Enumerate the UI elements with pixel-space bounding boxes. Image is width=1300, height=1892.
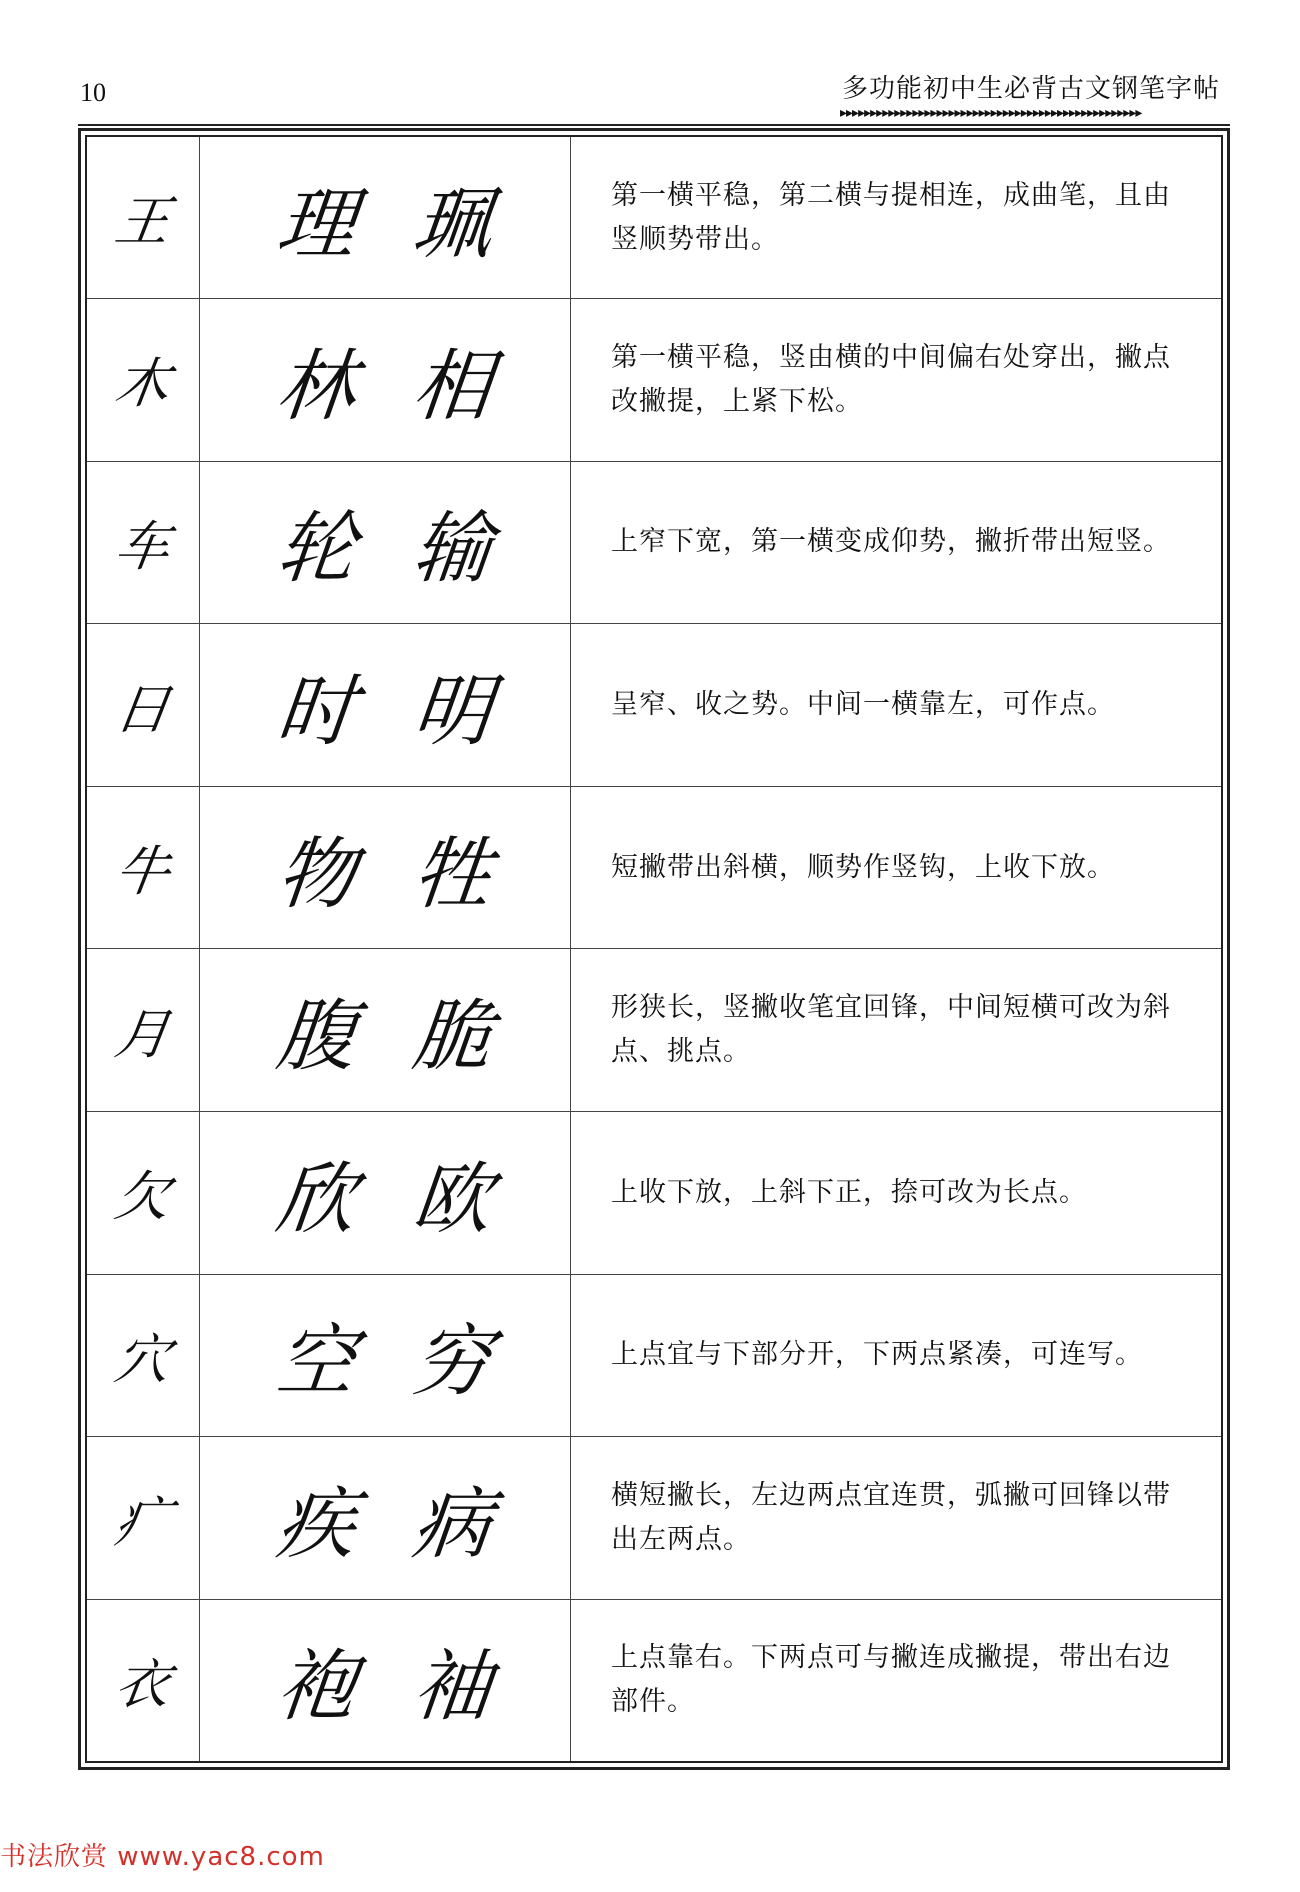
table-row <box>86 1599 1222 1762</box>
radical-glyph: 车 <box>111 514 174 578</box>
watermark: 书法欣赏 www.yac8.com <box>0 1842 325 1872</box>
note-text: 形狭长，竖撇收笔宜回锋，中间短横可改为斜点、挑点。 <box>611 992 1171 1068</box>
table-row <box>86 136 1222 299</box>
table-row <box>86 1112 1222 1275</box>
example-char-1: 林 <box>272 341 360 432</box>
example-char-2: 珮 <box>408 179 497 270</box>
note-cell <box>571 786 1223 949</box>
radical-glyph: 疒 <box>111 1490 174 1554</box>
table-row <box>86 949 1222 1112</box>
radical-glyph: 穴 <box>111 1327 174 1391</box>
example-cell <box>200 949 571 1112</box>
arrow-band-decoration: ▸▸▸▸▸▸▸▸▸▸▸▸▸▸▸▸▸▸▸▸▸▸▸▸▸▸▸▸▸▸▸▸▸▸▸▸▸▸▸▸▸▸▸▸▸▸▸▸▸▸ <box>840 106 1142 120</box>
example-char-2: 病 <box>408 1480 497 1571</box>
radical-glyph: 木 <box>111 352 174 416</box>
note-text: 短撇带出斜横，顺势作竖钩，上收下放。 <box>611 851 1115 883</box>
note-cell <box>571 299 1223 462</box>
example-char-1: 欣 <box>272 1154 360 1245</box>
radical-cell <box>86 136 200 299</box>
example-cell <box>200 299 571 462</box>
radical-cell <box>86 1274 200 1437</box>
note-text: 上点宜与下部分开，下两点紧凑，可连写。 <box>611 1339 1143 1371</box>
radical-cell <box>86 1437 200 1600</box>
table-row <box>86 299 1222 462</box>
table-row <box>86 1437 1222 1600</box>
example-cell <box>200 461 571 624</box>
example-char-1: 物 <box>272 829 360 920</box>
radical-glyph: 欠 <box>111 1165 174 1229</box>
note-cell <box>571 1112 1223 1275</box>
note-cell <box>571 1599 1223 1762</box>
example-char-1: 空 <box>272 1317 360 1408</box>
example-char-1: 腹 <box>272 992 360 1083</box>
note-text: 第一横平稳，竖由横的中间偏右处穿出，撇点改撇提，上紧下松。 <box>611 341 1171 417</box>
example-char-2: 输 <box>408 504 497 595</box>
example-char-2: 牲 <box>408 829 497 920</box>
note-text: 第一横平稳，第二横与提相连，成曲笔，且由竖顺势带出。 <box>611 179 1171 255</box>
radical-cell <box>86 1112 200 1275</box>
example-cell <box>200 624 571 787</box>
radical-table <box>85 135 1223 1763</box>
radical-cell <box>86 786 200 949</box>
radical-cell <box>86 1599 200 1762</box>
example-cell <box>200 136 571 299</box>
note-cell <box>571 136 1223 299</box>
table-row <box>86 624 1222 787</box>
example-char-2: 穷 <box>408 1317 497 1408</box>
example-char-2: 相 <box>408 341 497 432</box>
table-row <box>86 786 1222 949</box>
note-cell <box>571 461 1223 624</box>
example-char-1: 理 <box>272 179 360 270</box>
radical-glyph: 月 <box>111 1002 174 1066</box>
example-char-2: 欧 <box>408 1154 497 1245</box>
radical-glyph: 牛 <box>111 840 174 904</box>
radical-cell <box>86 624 200 787</box>
example-cell <box>200 1437 571 1600</box>
example-char-1: 袍 <box>272 1642 360 1733</box>
example-cell <box>200 1599 571 1762</box>
example-char-1: 疾 <box>272 1480 360 1571</box>
example-char-1: 轮 <box>272 504 360 595</box>
note-text: 上收下放，上斜下正，捺可改为长点。 <box>611 1176 1087 1208</box>
table-row <box>86 461 1222 624</box>
example-char-2: 袖 <box>408 1642 497 1733</box>
table-row <box>86 1274 1222 1437</box>
example-cell <box>200 786 571 949</box>
example-char-2: 明 <box>408 667 497 758</box>
example-char-2: 脆 <box>408 992 497 1083</box>
note-text: 上点靠右。下两点可与撇连成撇提，带出右边部件。 <box>611 1642 1171 1718</box>
header-rule <box>78 124 1230 126</box>
radical-cell <box>86 461 200 624</box>
note-text: 横短撇长，左边两点宜连贯，弧撇可回锋以带出左两点。 <box>611 1480 1171 1556</box>
example-char-1: 时 <box>272 667 360 758</box>
radical-cell <box>86 299 200 462</box>
radical-glyph: 王 <box>111 190 174 254</box>
example-cell <box>200 1112 571 1275</box>
note-text: 呈窄、收之势。中间一横靠左，可作点。 <box>611 689 1115 721</box>
radical-glyph: 日 <box>111 677 174 741</box>
note-cell <box>571 624 1223 787</box>
page-number: 10 <box>80 78 106 107</box>
radical-cell <box>86 949 200 1112</box>
note-cell <box>571 949 1223 1112</box>
example-cell <box>200 1274 571 1437</box>
note-cell <box>571 1437 1223 1600</box>
radical-glyph: 衣 <box>111 1652 174 1716</box>
note-cell <box>571 1274 1223 1437</box>
book-title: 多功能初中生必背古文钢笔字帖 <box>841 74 1220 104</box>
note-text: 上窄下宽，第一横变成仰势，撇折带出短竖。 <box>611 526 1171 558</box>
